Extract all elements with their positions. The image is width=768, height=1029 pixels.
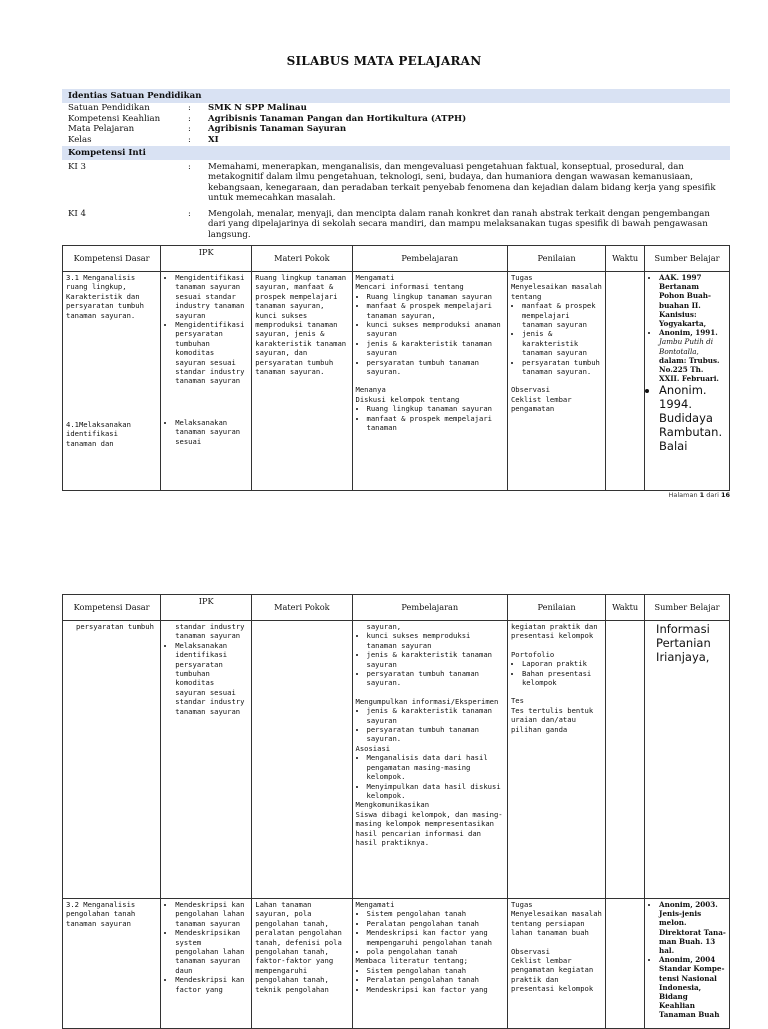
ki4-label: KI 4 — [68, 209, 87, 220]
colon: : — [188, 103, 191, 113]
mp-cell: Ruang lingkup tanaman sayuran, manfaat & prospek mempelajari tanaman sayuran, kunci sukses memproduksi tanaman sayuran, jenis & karakteristik tanaman sayuran, dan persyaratan tumbuh tanaman sayuran. — [252, 272, 352, 491]
list-item: • kunci sukses memproduksi tanaman sayuran — [367, 631, 504, 650]
list-item: • Laporan praktik — [522, 659, 602, 668]
kd-text: 4.1Melaksanakan identifikasi tanaman dan — [66, 420, 131, 448]
list-item: • persyaratan tumbuh tanaman sayuran. — [367, 358, 504, 377]
kd-text: persyaratan tumbuh — [76, 622, 154, 631]
colon: : — [188, 134, 191, 145]
list-item: • Mendeskripsi kan factor yang — [175, 975, 248, 994]
header-pb: Pembelajaran — [352, 595, 507, 621]
spacer — [164, 386, 248, 418]
list-item — [659, 328, 726, 383]
list-item: • Sistem pengolahan tanah — [367, 966, 504, 975]
footer-label: Halaman — [668, 491, 698, 499]
list-item: • Bahan presentasi kelompok — [522, 669, 602, 688]
list-item: • jenis & karakteristik tanaman sayuran — [367, 339, 504, 358]
pb-cell — [352, 621, 507, 899]
identity-label: Satuan Pendidikan — [68, 103, 150, 113]
spacer — [356, 376, 504, 385]
step-text: Diskusi kelompok tentang — [355, 394, 460, 404]
identity-value: XI — [208, 134, 219, 145]
identity-value: Agribisnis Tanaman Pangan dan Hortikultura (ATPH) — [208, 113, 467, 124]
header-kd: Kompetensi Dasar — [63, 246, 161, 272]
step-heading: Mengamati — [355, 900, 395, 909]
spacer — [511, 687, 602, 696]
page-2 — [0, 594, 768, 1024]
list-item: • Ruang lingkup tanaman sayuran — [367, 404, 504, 413]
syllabus-table-2 — [62, 594, 730, 1029]
step-text: Siswa dibagi kelompok, dan masing-masing kelompok mempresentasikan hasil pencarian informasi dan hasil praktiknya. — [355, 809, 503, 847]
ipk-cell — [161, 272, 252, 491]
list-item: • Sistem pengolahan tanah — [367, 909, 504, 918]
ipk-cell — [161, 621, 252, 899]
assessment-text: Menyelesaikan masalah tentang persiapan lahan tanaman buah — [510, 909, 602, 938]
list-item: • Anonim, 2003. Jenis-jenis melon. Direktorat Tana-man Buah. 13 hal. — [659, 900, 726, 955]
pn-cell — [507, 899, 605, 1029]
ki-heading: Kompetensi Inti — [62, 146, 730, 160]
header-ipk: IPK — [161, 595, 252, 621]
identity-row — [62, 103, 730, 114]
header-pn: Penilaian — [507, 246, 605, 272]
assessment-heading: Observasi — [510, 385, 550, 395]
kd-cell — [63, 899, 161, 1029]
table-row — [63, 621, 730, 899]
pn-cell — [507, 272, 605, 491]
step-heading: Mengkomunikasikan — [355, 800, 430, 810]
sb-cell — [645, 272, 730, 491]
list-item: • manfaat & prospek mempelajari tanaman — [367, 414, 504, 433]
colon: : — [188, 162, 191, 172]
spacer — [66, 320, 157, 420]
sb-cell — [645, 899, 730, 1029]
identity-value: Agribisnis Tanaman Sayuran — [208, 124, 347, 134]
ipk-cell — [161, 899, 252, 1029]
assessment-heading: Tugas — [510, 273, 533, 282]
footer-total: 16 — [720, 491, 730, 499]
document-title: SILABUS MATA PELAJARAN — [286, 54, 482, 68]
list-item: • manfaat & prospek mempelajari tanaman sayuran, — [367, 301, 504, 320]
list-item: • Mengidentifikasi tanaman sayuran sesuai standar industry tanaman sayuran — [175, 273, 248, 320]
identity-row — [62, 114, 730, 125]
assessment-heading: Tes — [510, 696, 524, 706]
identity-value: SMK N SPP Malinau — [208, 103, 307, 113]
step-heading: Mengumpulkan informasi/Eksperimen — [355, 696, 499, 706]
assessment-text: kegiatan praktik dan presentasi kelompok — [510, 622, 598, 641]
header-mp: Materi Pokok — [252, 595, 352, 621]
header-wk: Waktu — [606, 595, 645, 621]
header-mp: Materi Pokok — [252, 246, 352, 272]
ki3-label: KI 3 — [68, 162, 87, 172]
list-item: • Mendeskripsi kan pengolahan lahan tanaman sayuran — [175, 900, 248, 928]
pb-cell — [352, 272, 507, 491]
list-item: • Mengidentifikasi persyaratan tumbuhan komoditas sayuran sesuai standar industry tanaman sayuran — [175, 320, 248, 386]
assessment-heading: Portofolio — [510, 649, 555, 659]
step-text: sayuran, — [366, 622, 402, 631]
list-item: • Menyimpulkan data hasil diskusi kelompok. — [367, 782, 504, 801]
table-row — [63, 899, 730, 1029]
list-item: • Peralatan pengolahan tanah — [367, 919, 504, 928]
identity-label: Mata Pelajaran — [68, 124, 135, 134]
identity-section — [62, 89, 730, 240]
assessment-heading: Observasi — [510, 946, 550, 956]
syllabus-table-1 — [62, 245, 730, 491]
sb-cell — [645, 621, 730, 899]
list-item: • AAK. 1997 Bertanam Pohon Buah-buahan II. Kanisius: Yogyakarta, — [659, 273, 726, 328]
kd-cell — [63, 272, 161, 491]
step-heading: Asosiasi — [355, 743, 391, 753]
pb-cell — [352, 899, 507, 1029]
colon: : — [188, 124, 191, 134]
kd-text: 3.2 Menganalisis pengolahan tanah tanaman sayuran — [66, 900, 136, 928]
header-pn: Penilaian — [507, 595, 605, 621]
list-item: • jenis & karakteristik tanaman sayuran — [522, 329, 602, 357]
list-item: • pola pengolahan tanah — [367, 947, 504, 956]
identity-label: Kelas — [68, 134, 92, 145]
assessment-text: Ceklist lembar pengamatan — [510, 394, 572, 414]
header-sb: Sumber Belajar — [645, 246, 730, 272]
spacer — [511, 376, 602, 385]
list-item: • Anonim, 2004 Standar Kompe-tensi Nasional Indonesia, Bidang Keahlian Tanaman Buah — [659, 955, 726, 1019]
assessment-text: Menyelesaikan masalah tentang — [510, 282, 602, 301]
list-item: • kunci sukses memproduksi anaman sayuran — [367, 320, 504, 339]
ref-source: dalam: Trubus. No.225 Th. XXII. Februari. — [659, 355, 720, 384]
footer-page: 1 — [699, 491, 705, 499]
colon: : — [188, 113, 191, 124]
assessment-text: Tes tertulis bentuk uraian dan/atau pilihan ganda — [510, 705, 594, 734]
wk-cell — [606, 899, 645, 1029]
list-item: • persyaratan tumbuh tanaman sayuran. — [367, 669, 504, 688]
step-text: Mencari informasi tentang — [355, 282, 464, 292]
page-footer — [668, 491, 730, 499]
header-ipk: IPK — [161, 246, 252, 272]
list-item: • Peralatan pengolahan tanah — [367, 975, 504, 984]
ki3-row — [62, 162, 730, 203]
list-item: • Mendeskripsi kan factor yang mempengaruhi pengolahan tanah — [367, 928, 504, 947]
assessment-heading: Tugas — [510, 900, 533, 909]
step-text: Membaca literatur tentang; — [355, 956, 469, 966]
step-heading: Mengamati — [355, 273, 395, 282]
colon: : — [188, 209, 191, 220]
table-header-row — [63, 595, 730, 621]
header-wk: Waktu — [606, 246, 645, 272]
ipk-text: standar industry tanaman sayuran — [175, 622, 245, 641]
assessment-text: Ceklist lembar pengamatan kegiatan praktik dan presentasi kelompok — [510, 956, 594, 994]
list-item: • Melaksanakan tanaman sayuran sesuai — [175, 418, 248, 446]
list-item: • Ruang lingkup tanaman sayuran — [367, 292, 504, 301]
header-kd: Kompetensi Dasar — [63, 595, 161, 621]
wk-cell — [606, 272, 645, 491]
ki3-text: Memahami, menerapkan, menganalisis, dan mengevaluasi pengetahuan faktual, konseptual, prosedural, dan metakognitif dalam ilmu pengetahuan, teknologi, seni, budaya, dan humaniora dengan wawasan kemanusiaan, kebangsaan, kenegaraan, dan peradaban terkait penyebab fenomena dan kejadian dalam bidang kerja yang spesifik untuk memecahkan masalah. — [208, 162, 716, 203]
identity-label: Kompetensi Keahlian — [68, 113, 161, 124]
footer-label: dari — [706, 491, 719, 499]
list-item: • Mendeskripsikan system pengolahan lahan tanaman sayuran daun — [175, 928, 248, 975]
kd-cell — [63, 621, 161, 899]
identity-row — [62, 135, 730, 146]
list-item: • Anonim. 1994. Budidaya Rambutan. Balai — [659, 383, 726, 453]
list-item: • persyaratan tumbuh tanaman sayuran. — [367, 725, 504, 744]
spacer — [511, 641, 602, 650]
header-pb: Pembelajaran — [352, 246, 507, 272]
list-item: • Melaksanakan identifikasi persyaratan tumbuhan komoditas sayuran sesuai standar industry tanaman sayuran — [175, 641, 248, 716]
kd-text: 3.1 Menganalisis ruang lingkup, Karakteristik dan persyaratan tumbuh tanaman sayuran. — [66, 273, 144, 320]
pn-cell — [507, 621, 605, 899]
ref-title: Jambu Putih di Bontotalla, — [659, 337, 714, 356]
wk-cell — [606, 621, 645, 899]
list-item: • jenis & karakteristik tanaman sayuran — [367, 706, 504, 725]
identity-row — [62, 124, 730, 135]
table-header-row — [63, 246, 730, 272]
list-item: • Mendeskripsi kan factor yang — [367, 985, 504, 994]
header-sb: Sumber Belajar — [645, 595, 730, 621]
ref-author: Anonim, 1991. — [659, 328, 718, 338]
list-item: • manfaat & prospek mempelajari tanaman sayuran — [522, 301, 602, 329]
table-row — [63, 272, 730, 491]
spacer — [511, 938, 602, 947]
mp-cell: Lahan tanaman sayuran, pola pengolahan tanah, peralatan pengolahan tanah, defenisi pola pengolahan tanah, faktor-faktor yang mempengaruhi pengolahan tanah, teknik pengolahan — [252, 899, 352, 1029]
list-item: • jenis & karakteristik tanaman sayuran — [367, 650, 504, 669]
ki4-row — [62, 209, 730, 240]
identity-heading: Identias Satuan Pendidikan — [62, 89, 730, 103]
ki4-text: Mengolah, menalar, menyaji, dan mencipta dalam ranah konkret dan ranah abstrak terkait dengan pengembangan dari yang dipelajarinya di sekolah secara mandiri, dan mampu melaksanakan tugas spesifik di bawah pengawasan langsung. — [208, 209, 710, 240]
spacer — [356, 688, 504, 697]
step-heading: Menanya — [355, 385, 386, 395]
list-item: • Menganalisis data dari hasil pengamatan masing-masing kelompok. — [367, 753, 504, 781]
ref-text: Informasi Pertanian Irianjaya, — [656, 622, 711, 664]
page-1 — [0, 0, 768, 512]
mp-cell — [252, 621, 352, 899]
list-item: • persyaratan tumbuh tanaman sayuran. — [522, 358, 602, 377]
